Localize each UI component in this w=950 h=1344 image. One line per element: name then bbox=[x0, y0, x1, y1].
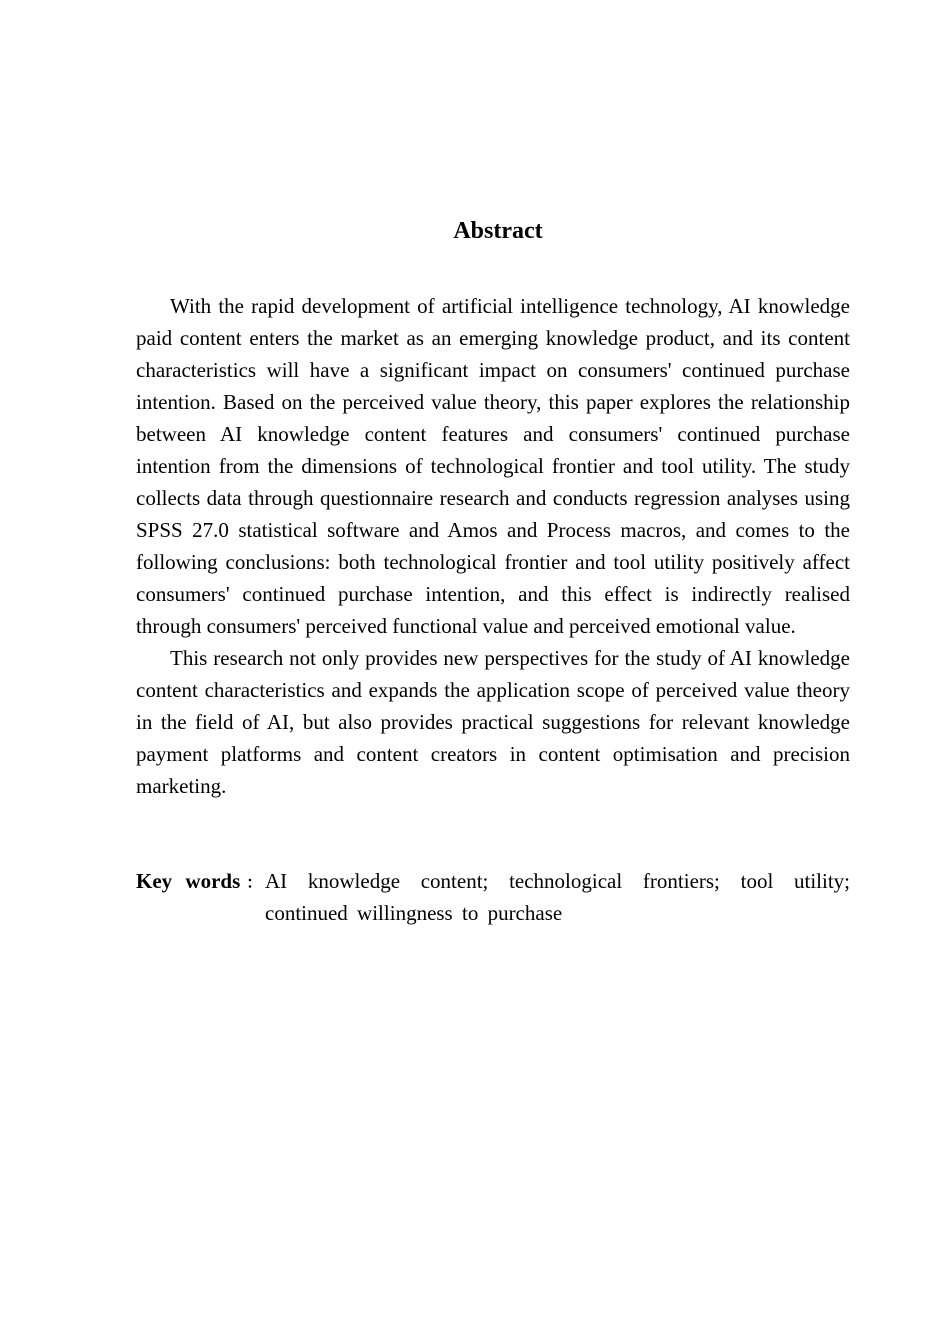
keywords-label-group bbox=[136, 865, 265, 929]
keywords-text: AI knowledge content; technological frontiers; tool utility; continued willingness to purchase bbox=[265, 869, 850, 925]
keywords-section bbox=[136, 865, 850, 929]
abstract-paragraph-2: This research not only provides new perspectives for the study of AI knowledge content characteristics and expands the application scope of perceived value theory in the field of AI, but also provides practical suggestions for relevant knowledge payment platforms and content creators in content optimisation and precision marketing. bbox=[136, 646, 850, 798]
abstract-paragraph-1: With the rapid development of artificial intelligence technology, AI knowledge paid content enters the market as an emerging knowledge product, and its content characteristics will have a significant impact on consumers' continued purchase intention. Based on the perceived value theory, this paper explores the relationship between AI knowledge content features and consumers' continued purchase intention from the dimensions of technological frontier and tool utility. The study collects data through questionnaire research and conducts regression analyses using SPSS 27.0 statistical software and Amos and Process macros, and comes to the following conclusions: both technological frontier and tool utility positively affect consumers' continued purchase intention, and this effect is indirectly realised through consumers' perceived functional value and perceived emotional value. bbox=[136, 294, 850, 638]
abstract-body bbox=[136, 290, 850, 802]
keywords-label: Key words bbox=[136, 869, 241, 893]
abstract-title: Abstract bbox=[453, 218, 543, 245]
keywords-separator: ： bbox=[246, 875, 263, 892]
